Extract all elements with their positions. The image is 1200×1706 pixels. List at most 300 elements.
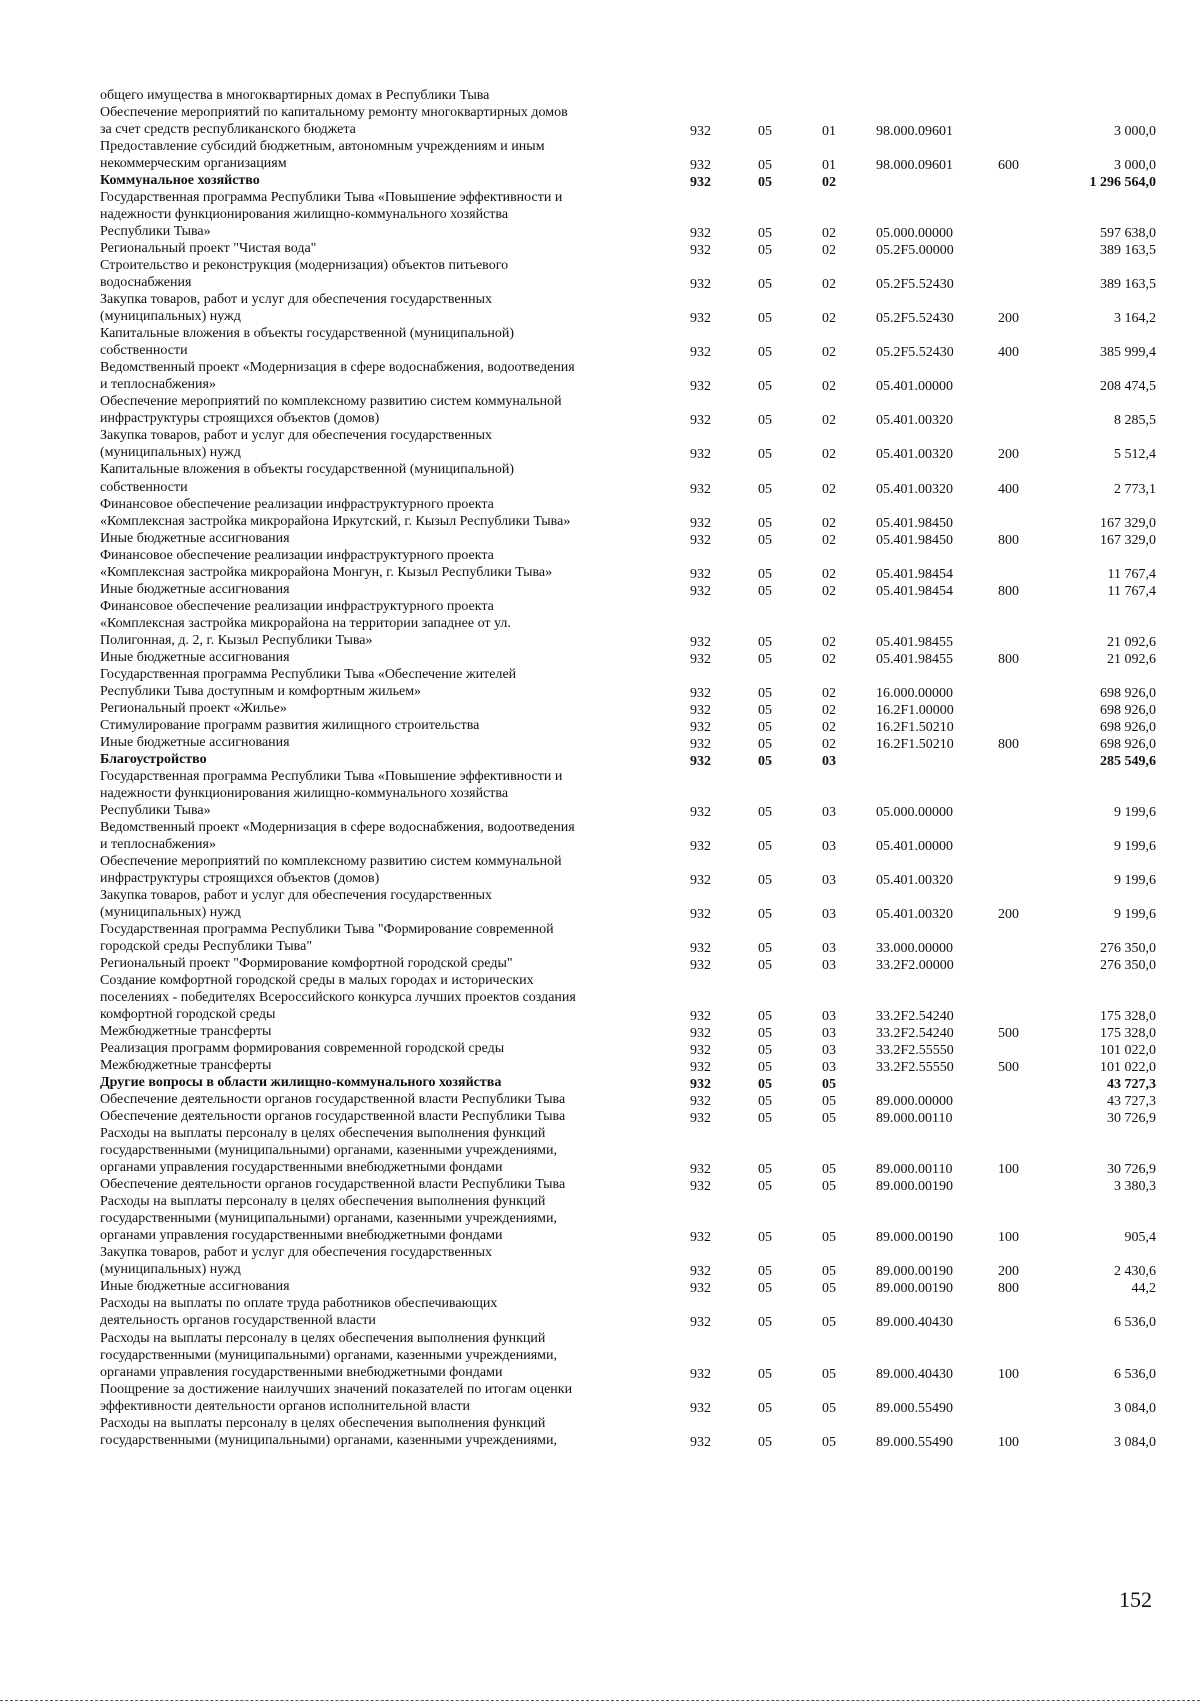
subsection-code: 05 — [822, 1281, 836, 1297]
adm-code: 932 — [690, 958, 711, 973]
adm-code: 932 — [690, 1009, 711, 1025]
subsection-code: 01 — [822, 158, 836, 174]
amount: 8 285,5 — [1114, 413, 1156, 429]
amount: 11 767,4 — [1107, 566, 1156, 582]
line-text: «Комплексная застройка микрорайона Иркутский, г. Кызыл Республики Тыва» — [100, 513, 571, 529]
amount: 167 329,0 — [1100, 515, 1156, 531]
section-code: 05 — [758, 226, 772, 242]
adm-code: 932 — [690, 532, 711, 548]
adm-code: 932 — [690, 1315, 711, 1331]
adm-code: 932 — [690, 1179, 711, 1195]
subsection-code: 05 — [822, 1264, 836, 1280]
table-row — [0, 1366, 1200, 1384]
table-row — [0, 1161, 1200, 1179]
line-text: городской среды Республики Тыва" — [100, 939, 313, 954]
section-code: 05 — [758, 719, 772, 735]
target-article-code: 89.000.40430 — [876, 1315, 953, 1331]
adm-code: 932 — [690, 1094, 711, 1110]
adm-code: 932 — [690, 1077, 711, 1093]
table-row — [0, 1076, 1200, 1094]
line-text: Расходы на выплаты персоналу в целях обеспечения выполнения функций — [100, 1126, 546, 1142]
line-text: Другие вопросы в области жилищно-коммунального хозяйства — [100, 1075, 502, 1091]
line-text: органами управления государственными внебюджетными фондами — [100, 1228, 503, 1244]
target-article-code: 05.401.00000 — [876, 379, 953, 395]
target-article-code: 33.2F2.54240 — [876, 1026, 954, 1042]
amount: 276 350,0 — [1100, 941, 1156, 956]
target-article-code: 89.000.55490 — [876, 1434, 953, 1450]
section-code: 05 — [758, 838, 772, 854]
section-code: 05 — [758, 1162, 772, 1178]
amount: 698 926,0 — [1100, 685, 1156, 701]
line-text: поселениях - победителях Всероссийского конкурса лучших проектов создания — [100, 990, 576, 1006]
section-code: 05 — [758, 124, 772, 139]
amount: 597 638,0 — [1100, 226, 1156, 242]
target-article-code: 05.2F5.00000 — [876, 243, 954, 259]
table-row — [0, 566, 1200, 584]
amount: 276 350,0 — [1100, 958, 1156, 973]
section-code: 05 — [758, 634, 772, 650]
section-code: 05 — [758, 753, 772, 769]
adm-code: 932 — [690, 447, 711, 463]
line-text: Иные бюджетные ассигнования — [100, 581, 290, 597]
target-article-code: 16.2F1.50210 — [876, 736, 954, 752]
table-row — [0, 412, 1200, 430]
line-text: Закупка товаров, работ и услуг для обеспечения государственных — [100, 428, 493, 444]
amount: 167 329,0 — [1100, 532, 1156, 548]
line-text: Межбюджетные трансферты — [100, 1058, 272, 1074]
adm-code: 932 — [690, 1043, 711, 1059]
subsection-code: 02 — [822, 481, 836, 497]
table-row — [0, 1178, 1200, 1196]
table-row — [0, 225, 1200, 243]
section-code: 05 — [758, 1366, 772, 1382]
line-text: Межбюджетные трансферты — [100, 1024, 272, 1040]
adm-code: 932 — [690, 243, 711, 259]
line-text: (муниципальных) нужд — [100, 905, 241, 920]
amount: 6 536,0 — [1114, 1366, 1156, 1382]
section-code: 05 — [758, 515, 772, 531]
expense-type-code: 200 — [998, 1264, 1019, 1280]
target-article-code: 05.2F5.52430 — [876, 277, 954, 293]
table-row — [0, 838, 1200, 856]
adm-code: 932 — [690, 702, 711, 718]
table-row — [0, 957, 1200, 975]
line-text: Обеспечение деятельности органов государственной власти Республики Тыва — [100, 1092, 566, 1108]
line-text: (муниципальных) нужд — [100, 1262, 241, 1278]
amount: 9 199,6 — [1114, 804, 1156, 820]
line-text: Финансовое обеспечение реализации инфраструктурного проекта — [100, 547, 494, 563]
amount: 698 926,0 — [1100, 719, 1156, 735]
subsection-code: 02 — [822, 634, 836, 650]
table-row — [0, 1314, 1200, 1332]
section-code: 05 — [758, 702, 772, 718]
line-text: Обеспечение мероприятий по капитальному ремонту многоквартирных домов — [100, 105, 568, 120]
target-article-code: 98.000.09601 — [876, 124, 953, 139]
line-text: собственности — [100, 479, 188, 495]
expense-type-code: 800 — [998, 1281, 1019, 1297]
section-code: 05 — [758, 1060, 772, 1076]
table-row — [0, 344, 1200, 362]
table-row — [0, 753, 1200, 771]
line-text: собственности — [100, 343, 188, 359]
target-article-code: 89.000.00000 — [876, 1094, 953, 1110]
expense-type-code: 500 — [998, 1060, 1019, 1076]
line-text: Расходы на выплаты по оплате труда работников обеспечивающих — [100, 1296, 498, 1312]
amount: 3 164,2 — [1114, 311, 1156, 327]
line-text: «Комплексная застройка микрорайона на территории западнее от ул. — [100, 615, 511, 631]
line-text: государственными (муниципальными) органами, казенными учреждениями, — [100, 1347, 557, 1363]
section-code: 05 — [758, 158, 772, 174]
subsection-code: 05 — [822, 1077, 836, 1093]
line-text: Региональный проект «Жилье» — [100, 700, 287, 716]
subsection-code: 05 — [822, 1162, 836, 1178]
target-article-code: 33.2F2.00000 — [876, 958, 954, 973]
adm-code: 932 — [690, 566, 711, 582]
expense-type-code: 100 — [998, 1230, 1019, 1246]
line-text: Иные бюджетные ассигнования — [100, 530, 290, 546]
line-text: Обеспечение мероприятий по комплексному развитию систем коммунальной — [100, 394, 562, 410]
subsection-code: 05 — [822, 1094, 836, 1110]
subsection-code: 02 — [822, 447, 836, 463]
adm-code: 932 — [690, 634, 711, 650]
amount: 43 727,3 — [1107, 1077, 1156, 1093]
subsection-code: 03 — [822, 804, 836, 820]
subsection-code: 03 — [822, 1043, 836, 1059]
expense-type-code: 800 — [998, 736, 1019, 752]
line-text: инфраструктуры строящихся объектов (домов) — [100, 870, 380, 886]
amount: 2 773,1 — [1114, 481, 1156, 497]
subsection-code: 02 — [822, 515, 836, 531]
subsection-code: 01 — [822, 124, 836, 139]
table-row — [0, 583, 1200, 601]
line-text: Расходы на выплаты персоналу в целях обеспечения выполнения функций — [100, 1415, 546, 1431]
section-code: 05 — [758, 379, 772, 395]
section-code: 05 — [758, 277, 772, 293]
line-text: и теплоснабжения» — [100, 377, 216, 393]
target-article-code: 33.000.00000 — [876, 941, 953, 956]
section-code: 05 — [758, 583, 772, 599]
target-article-code: 98.000.09601 — [876, 158, 953, 174]
adm-code: 932 — [690, 379, 711, 395]
expense-type-code: 600 — [998, 158, 1019, 174]
section-code: 05 — [758, 1111, 772, 1127]
target-article-code: 16.000.00000 — [876, 685, 953, 701]
section-code: 05 — [758, 941, 772, 956]
subsection-code: 02 — [822, 583, 836, 599]
amount: 389 163,5 — [1100, 243, 1156, 259]
line-text: инфраструктуры строящихся объектов (домов) — [100, 411, 380, 427]
line-text: Полигонная, д. 2, г. Кызыл Республики Тыва» — [100, 632, 373, 648]
table-row — [0, 736, 1200, 754]
amount: 3 084,0 — [1114, 1434, 1156, 1450]
line-text: Капитальные вложения в объекты государственной (муниципальной) — [100, 326, 515, 342]
line-text: некоммерческим организациям — [100, 156, 287, 172]
table-row — [0, 872, 1200, 890]
section-code: 05 — [758, 413, 772, 429]
table-row — [0, 702, 1200, 720]
target-article-code: 05.2F5.52430 — [876, 345, 954, 361]
line-text: общего имущества в многоквартирных домах в Республики Тыва — [100, 88, 490, 103]
amount: 1 296 564,0 — [1089, 175, 1156, 191]
section-code: 05 — [758, 872, 772, 888]
line-text: Создание комфортной городской среды в малых городах и исторических — [100, 973, 534, 988]
line-text: государственными (муниципальными) органами, казенными учреждениями, — [100, 1211, 557, 1227]
subsection-code: 05 — [822, 1179, 836, 1195]
target-article-code: 33.2F2.55550 — [876, 1043, 954, 1059]
subsection-code: 02 — [822, 702, 836, 718]
line-text: Обеспечение мероприятий по комплексному развитию систем коммунальной — [100, 853, 562, 869]
line-text: комфортной городской среды — [100, 1007, 276, 1023]
amount: 285 549,6 — [1100, 753, 1156, 769]
adm-code: 932 — [690, 651, 711, 667]
subsection-code: 05 — [822, 1400, 836, 1416]
target-article-code: 05.401.00320 — [876, 481, 953, 497]
table-row — [0, 1263, 1200, 1281]
line-text: Обеспечение деятельности органов государственной власти Республики Тыва — [100, 1109, 566, 1125]
section-code: 05 — [758, 1230, 772, 1246]
section-code: 05 — [758, 958, 772, 973]
amount: 3 084,0 — [1114, 1400, 1156, 1416]
subsection-code: 02 — [822, 651, 836, 667]
expense-type-code: 200 — [998, 311, 1019, 327]
adm-code: 932 — [690, 804, 711, 820]
target-article-code: 05.401.98450 — [876, 515, 953, 531]
line-text: Предоставление субсидий бюджетным, автономным учреждениям и иным — [100, 139, 545, 155]
target-article-code: 05.401.98454 — [876, 566, 953, 582]
amount: 21 092,6 — [1107, 634, 1156, 650]
amount: 9 199,6 — [1114, 872, 1156, 888]
subsection-code: 02 — [822, 226, 836, 242]
subsection-code: 02 — [822, 243, 836, 259]
table-row — [0, 1229, 1200, 1247]
table-row — [0, 157, 1200, 175]
section-code: 05 — [758, 1434, 772, 1450]
subsection-code: 05 — [822, 1111, 836, 1127]
table-row — [0, 174, 1200, 192]
table-row — [0, 940, 1200, 958]
expense-type-code: 200 — [998, 907, 1019, 922]
target-article-code: 05.401.98455 — [876, 634, 953, 650]
line-text: государственными (муниципальными) органами, казенными учреждениями, — [100, 1143, 557, 1159]
table-row — [0, 906, 1200, 924]
target-article-code: 05.401.00320 — [876, 872, 953, 888]
table-row — [0, 804, 1200, 822]
section-code: 05 — [758, 1077, 772, 1093]
amount: 3 000,0 — [1114, 124, 1156, 139]
table-row — [0, 1110, 1200, 1128]
target-article-code: 89.000.40430 — [876, 1366, 953, 1382]
adm-code: 932 — [690, 124, 711, 139]
table-row — [0, 446, 1200, 464]
line-text: Республики Тыва» — [100, 224, 211, 240]
table-row — [0, 532, 1200, 550]
line-text: «Комплексная застройка микрорайона Монгун, г. Кызыл Республики Тыва» — [100, 564, 553, 580]
section-code: 05 — [758, 447, 772, 463]
line-text: Государственная программа Республики Тыва «Обеспечение жителей — [100, 666, 517, 682]
bottom-rule — [0, 1700, 1200, 1701]
target-article-code: 05.000.00000 — [876, 804, 953, 820]
line-text: (муниципальных) нужд — [100, 309, 241, 325]
line-text: Государственная программа Республики Тыва «Повышение эффективности и — [100, 768, 563, 784]
table-row — [0, 378, 1200, 396]
subsection-code: 02 — [822, 532, 836, 548]
adm-code: 932 — [690, 1264, 711, 1280]
adm-code: 932 — [690, 583, 711, 599]
adm-code: 932 — [690, 345, 711, 361]
adm-code: 932 — [690, 838, 711, 854]
amount: 389 163,5 — [1100, 277, 1156, 293]
line-text: Расходы на выплаты персоналу в целях обеспечения выполнения функций — [100, 1194, 546, 1210]
subsection-code: 02 — [822, 379, 836, 395]
subsection-code: 02 — [822, 175, 836, 191]
adm-code: 932 — [690, 941, 711, 956]
table-row — [0, 123, 1200, 141]
amount: 9 199,6 — [1114, 907, 1156, 922]
line-text: Государственная программа Республики Тыва «Повышение эффективности и — [100, 190, 563, 206]
amount: 3 000,0 — [1114, 158, 1156, 174]
adm-code: 932 — [690, 515, 711, 531]
table-row — [0, 1025, 1200, 1043]
amount: 21 092,6 — [1107, 651, 1156, 667]
adm-code: 932 — [690, 413, 711, 429]
subsection-code: 05 — [822, 1434, 836, 1450]
line-text: Финансовое обеспечение реализации инфраструктурного проекта — [100, 598, 494, 614]
section-code: 05 — [758, 345, 772, 361]
expense-type-code: 500 — [998, 1026, 1019, 1042]
subsection-code: 03 — [822, 872, 836, 888]
adm-code: 932 — [690, 1162, 711, 1178]
target-article-code: 05.401.00320 — [876, 413, 953, 429]
line-text: Региональный проект "Чистая вода" — [100, 241, 317, 257]
line-text: эффективности деятельности органов исполнительной власти — [100, 1398, 471, 1414]
table-row — [0, 481, 1200, 499]
amount: 2 430,6 — [1114, 1264, 1156, 1280]
table-row — [0, 1059, 1200, 1077]
line-text: Коммунальное хозяйство — [100, 173, 260, 189]
section-code: 05 — [758, 1179, 772, 1195]
subsection-code: 03 — [822, 753, 836, 769]
table-row — [0, 651, 1200, 669]
target-article-code: 05.401.00320 — [876, 447, 953, 463]
line-text: за счет средств республиканского бюджета — [100, 122, 356, 137]
line-text: Республики Тыва» — [100, 802, 211, 818]
adm-code: 932 — [690, 1434, 711, 1450]
adm-code: 932 — [690, 175, 711, 191]
line-text: Капитальные вложения в объекты государственной (муниципальной) — [100, 462, 515, 478]
amount: 44,2 — [1131, 1281, 1156, 1297]
amount: 101 022,0 — [1100, 1060, 1156, 1076]
line-text: надежности функционирования жилищно-коммунального хозяйства — [100, 785, 509, 801]
section-code: 05 — [758, 243, 772, 259]
amount: 11 767,4 — [1107, 583, 1156, 599]
expense-type-code: 800 — [998, 583, 1019, 599]
amount: 3 380,3 — [1114, 1179, 1156, 1195]
amount: 6 536,0 — [1114, 1315, 1156, 1331]
amount: 43 727,3 — [1107, 1094, 1156, 1110]
line-text: органами управления государственными внебюджетными фондами — [100, 1364, 503, 1380]
target-article-code: 05.000.00000 — [876, 226, 953, 242]
line-text: Закупка товаров, работ и услуг для обеспечения государственных — [100, 1245, 493, 1261]
target-article-code: 89.000.00190 — [876, 1230, 953, 1246]
subsection-code: 05 — [822, 1366, 836, 1382]
line-text: Реализация программ формирования современной городской среды — [100, 1041, 505, 1057]
expense-type-code: 100 — [998, 1366, 1019, 1382]
target-article-code: 16.2F1.50210 — [876, 719, 954, 735]
expense-type-code: 400 — [998, 481, 1019, 497]
section-code: 05 — [758, 311, 772, 327]
amount: 175 328,0 — [1100, 1026, 1156, 1042]
line-text: (муниципальных) нужд — [100, 445, 241, 461]
line-text: Государственная программа Республики Тыва "Формирование современной — [100, 922, 554, 937]
line-text: государственными (муниципальными) органами, казенными учреждениями, — [100, 1432, 557, 1448]
adm-code: 932 — [690, 1060, 711, 1076]
line-text: Республики Тыва доступным и комфортным жильем» — [100, 683, 422, 699]
line-text: надежности функционирования жилищно-коммунального хозяйства — [100, 207, 509, 223]
amount: 30 726,9 — [1107, 1162, 1156, 1178]
adm-code: 932 — [690, 311, 711, 327]
adm-code: 932 — [690, 1400, 711, 1416]
adm-code: 932 — [690, 907, 711, 922]
section-code: 05 — [758, 1094, 772, 1110]
table-row — [0, 1093, 1200, 1111]
subsection-code: 05 — [822, 1230, 836, 1246]
adm-code: 932 — [690, 685, 711, 701]
target-article-code: 89.000.00110 — [876, 1162, 953, 1178]
line-text: Строительство и реконструкция (модернизация) объектов питьевого — [100, 258, 509, 274]
table-row — [0, 276, 1200, 294]
adm-code: 932 — [690, 719, 711, 735]
line-text: водоснабжения — [100, 275, 192, 291]
line-text: Стимулирование программ развития жилищного строительства — [100, 717, 480, 733]
target-article-code: 05.401.00000 — [876, 838, 953, 854]
adm-code: 932 — [690, 481, 711, 497]
line-text: Региональный проект "Формирование комфортной городской среды" — [100, 956, 513, 971]
section-code: 05 — [758, 566, 772, 582]
section-code: 05 — [758, 685, 772, 701]
subsection-code: 02 — [822, 311, 836, 327]
line-text: Поощрение за достижение наилучших значений показателей по итогам оценки — [100, 1381, 573, 1397]
subsection-code: 03 — [822, 907, 836, 922]
section-code: 05 — [758, 1009, 772, 1025]
target-article-code: 05.401.98454 — [876, 583, 953, 599]
line-text: Ведомственный проект «Модернизация в сфере водоснабжения, водоотведения — [100, 819, 575, 835]
expense-type-code: 200 — [998, 447, 1019, 463]
amount: 698 926,0 — [1100, 736, 1156, 752]
target-article-code: 05.401.00320 — [876, 907, 953, 922]
table-row — [0, 634, 1200, 652]
table-row — [0, 685, 1200, 703]
table-row — [0, 1400, 1200, 1418]
adm-code: 932 — [690, 872, 711, 888]
subsection-code: 02 — [822, 566, 836, 582]
section-code: 05 — [758, 1281, 772, 1297]
amount: 175 328,0 — [1100, 1009, 1156, 1025]
section-code: 05 — [758, 532, 772, 548]
amount: 208 474,5 — [1100, 379, 1156, 395]
target-article-code: 16.2F1.00000 — [876, 702, 954, 718]
line-text: Иные бюджетные ассигнования — [100, 1279, 290, 1295]
adm-code: 932 — [690, 736, 711, 752]
line-text: Закупка товаров, работ и услуг для обеспечения государственных — [100, 887, 493, 903]
target-article-code: 89.000.00110 — [876, 1111, 953, 1127]
section-code: 05 — [758, 481, 772, 497]
amount: 385 999,4 — [1100, 345, 1156, 361]
subsection-code: 03 — [822, 958, 836, 973]
subsection-code: 02 — [822, 345, 836, 361]
target-article-code: 33.2F2.55550 — [876, 1060, 954, 1076]
target-article-code: 05.2F5.52430 — [876, 311, 954, 327]
adm-code: 932 — [690, 1026, 711, 1042]
